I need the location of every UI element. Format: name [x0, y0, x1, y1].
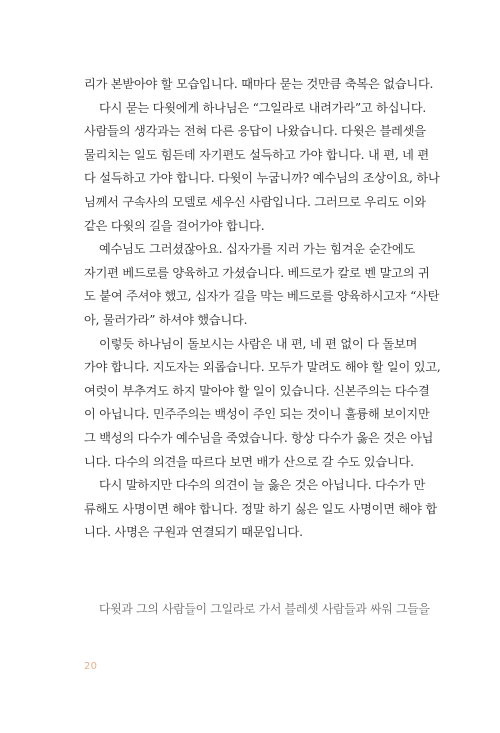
text-line: 니다. 사명은 구원과 연결되기 때문입니다.: [84, 525, 303, 540]
text-line: 다시 말하지만 다수의 의견이 늘 옳은 것은 아닙니다. 다수가 만: [99, 478, 426, 493]
page-number: 20: [84, 661, 98, 672]
paragraph-4: [84, 333, 441, 475]
text-line: 자기편 베드로를 양육하고 가셨습니다. 베드로가 칼로 벤 말고의 귀: [84, 265, 430, 280]
text-line: 리가 본받아야 할 모습입니다. 때마다 묻는 것만큼 축복은 없습니다.: [84, 77, 434, 91]
text-line: 예수님도 그러셨잖아요. 십자가를 지러 가는 힘겨운 순간에도: [99, 242, 415, 257]
text-line: 님께서 구속사의 모델로 세우신 사람입니다. 그러므로 우리도 이와: [84, 194, 426, 209]
text-line: 다 설득하고 가야 합니다. 다윗이 누굽니까? 예수님의 조상이요, 하나: [84, 171, 440, 186]
text-line: 류해도 사명이면 해야 합니다. 정말 하기 싫은 일도 사명이면 해야 합: [84, 501, 437, 516]
text-line: 아, 물러가라” 하셔야 했습니다.: [84, 312, 248, 327]
text-line: 니다. 다수의 의견을 따르다 보면 배가 산으로 갈 수도 있습니다.: [84, 454, 414, 469]
paragraph-1: [84, 73, 434, 97]
text-line: 사람들의 생각과는 전혀 다른 응답이 나왔습니다. 다윗은 블레셋을: [84, 124, 426, 139]
paragraph-2: [84, 97, 440, 239]
text-line: 도 붙여 주셔야 했고, 십자가 길을 막는 베드로를 양육하시고자 “사탄: [84, 289, 440, 304]
figure-caption: [84, 598, 430, 622]
text-line: 물리치는 일도 힘든데 자기편도 설득하고 가야 합니다. 내 편, 네 편: [84, 147, 429, 162]
page-body: [84, 73, 441, 545]
text-line: 가야 합니다. 지도자는 외롭습니다. 모두가 말려도 해야 할 일이 있고,: [84, 360, 441, 375]
text-line: 같은 다윗의 길을 걸어가야 합니다.: [84, 218, 265, 233]
text-line: 이렇듯 하나님이 돌보시는 사람은 내 편, 네 편 없이 다 돌보며: [99, 336, 418, 351]
text-line: 이 아닙니다. 민주주의는 백성이 주인 되는 것이니 훌륭해 보이지만: [84, 407, 430, 422]
paragraph-3: [84, 238, 440, 332]
paragraph-5: [84, 474, 437, 545]
caption-text: 다윗과 그의 사람들이 그일라로 가서 블레셋 사람들과 싸워 그들을: [99, 602, 430, 616]
text-line: 여럿이 부추겨도 하지 말아야 할 일이 있습니다. 신본주의는 다수결: [84, 383, 430, 398]
text-line: 다시 묻는 다윗에게 하나님은 “그일라로 내려가라”고 하십니다.: [99, 100, 427, 115]
text-line: 그 백성의 다수가 예수님을 죽였습니다. 항상 다수가 옳은 것은 아닙: [84, 430, 434, 445]
